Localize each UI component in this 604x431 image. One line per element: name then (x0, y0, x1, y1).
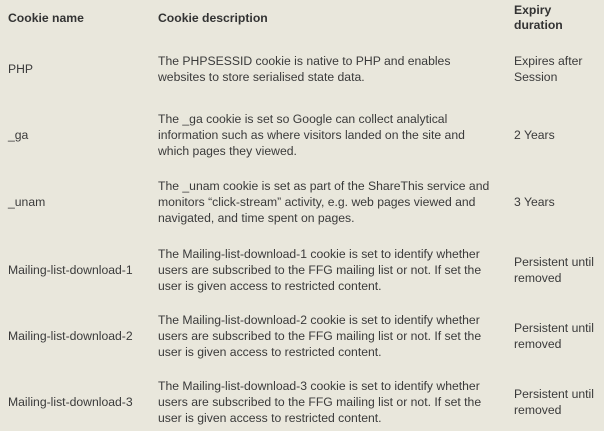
cookie-description-cell: The _unam cookie is set as part of the ShareThis service and monitors “click-stream” activity, e.g. web pages viewed and navigated, and time spent on pages. (158, 179, 490, 225)
cookie-description-cell: The _ga cookie is set so Google can collect analytical information such as where visitors landed on the site and which pages they viewed. (158, 112, 465, 158)
cookie-description-cell: The Mailing-list-download-1 cookie is set to identify whether users are subscribed to the FFG mailing list or not. If set the user is given access to restricted content. (158, 246, 482, 293)
table-row (0, 369, 604, 431)
cookie-name-cell: PHP (8, 62, 34, 76)
header-cookie-name: Cookie name (8, 10, 84, 25)
table-row (0, 168, 604, 236)
cookie-expiry-cell: Expires after Session (514, 54, 583, 84)
cookie-description-cell: The PHPSESSID cookie is native to PHP and enables websites to store serialised state data. (158, 54, 451, 84)
cookie-expiry-cell: Persistent until removed (514, 254, 594, 285)
header-cookie-description: Cookie description (158, 10, 268, 25)
cookie-expiry-cell: 3 Years (514, 195, 555, 209)
cookie-name-cell: Mailing-list-download-1 (8, 262, 133, 277)
cookie-name-cell: _unam (8, 195, 46, 209)
table-body (0, 36, 604, 431)
header-expiry-duration: Expiry duration (514, 3, 563, 32)
cookie-expiry-cell: Persistent until removed (514, 387, 594, 417)
cookie-name-cell: _ga (8, 128, 29, 142)
table-row (0, 36, 604, 102)
cookie-name-cell: Mailing-list-download-2 (8, 329, 133, 343)
table-row (0, 236, 604, 303)
table-row (0, 102, 604, 168)
cookie-expiry-cell: Persistent until removed (514, 321, 594, 351)
table-row (0, 303, 604, 369)
cookie-description-cell: The Mailing-list-download-2 cookie is set to identify whether users are subscribed to the FFG mailing list or not. If set the user is given access to restricted content. (158, 313, 482, 359)
header-row (0, 0, 604, 36)
cookie-description-cell: The Mailing-list-download-3 cookie is set to identify whether users are subscribed to the FFG mailing list or not. If set the user is given access to restricted content. (158, 379, 482, 425)
cookie-expiry-cell: 2 Years (514, 128, 555, 142)
table-header (0, 0, 604, 36)
cookie-name-cell: Mailing-list-download-3 (8, 395, 133, 409)
